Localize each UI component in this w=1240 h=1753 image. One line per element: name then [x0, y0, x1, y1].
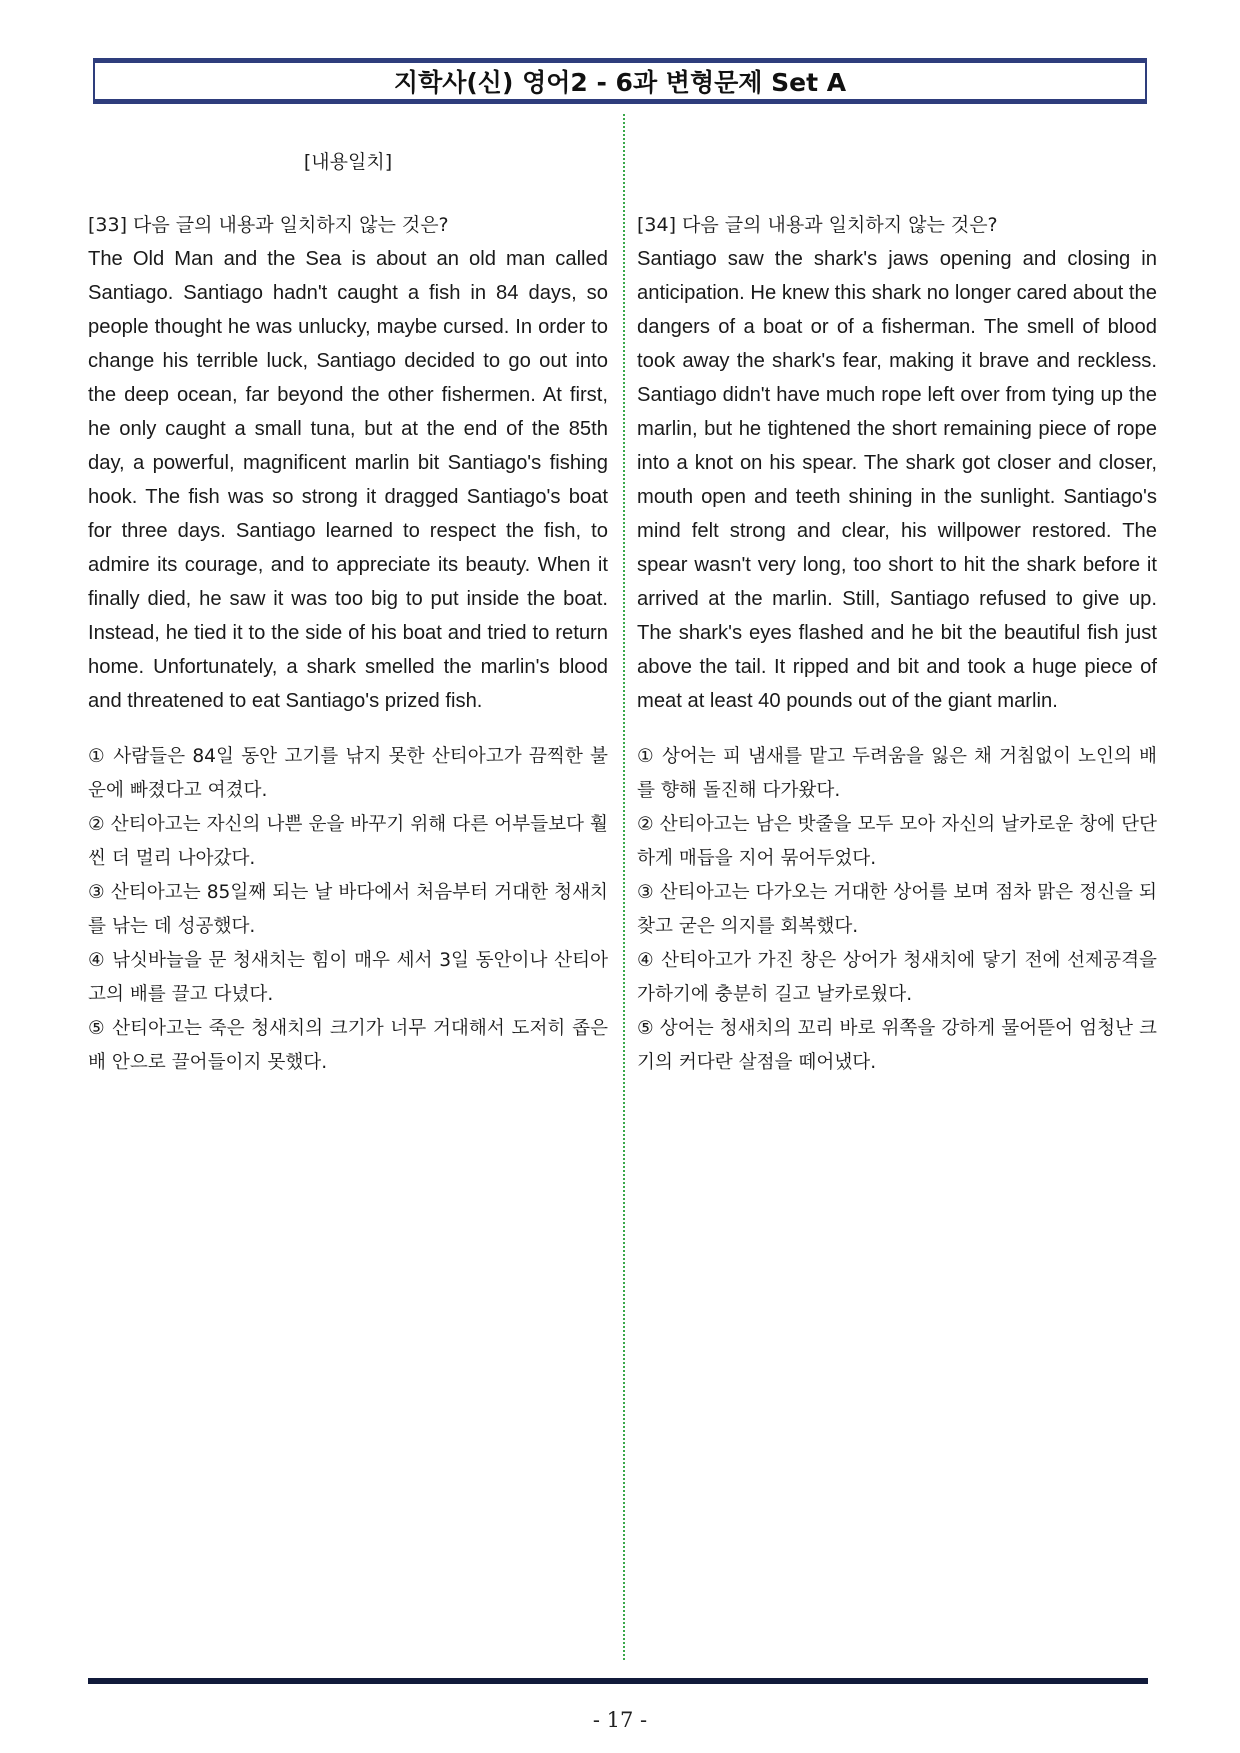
choice-33-5: ⑤ 산티아고는 죽은 청새치의 크기가 너무 거대해서 도저히 좁은 배 안으로 끌어들이지 못했다. — [88, 1018, 608, 1073]
page-number: - 17 - — [592, 1708, 648, 1732]
footer-rule — [88, 1678, 1148, 1684]
section-label: [내용일치] — [303, 151, 393, 173]
choice-34-2: ② 산티아고는 남은 밧줄을 모두 모아 자신의 날카로운 창에 단단하게 매듭을 지어 묶어두었다. — [637, 814, 1157, 869]
choice-33-2: ② 산티아고는 자신의 나쁜 운을 바꾸기 위해 다른 어부들보다 훨씬 더 멀리 나아갔다. — [88, 814, 608, 869]
choice-33-4: ④ 낚싯바늘을 문 청새치는 힘이 매우 세서 3일 동안이나 산티아고의 배를 끌고 다녔다. — [88, 950, 608, 1005]
choice-33-3: ③ 산티아고는 85일째 되는 날 바다에서 처음부터 거대한 청새치를 낚는 데 성공했다. — [88, 882, 608, 937]
choice-34-3: ③ 산티아고는 다가오는 거대한 상어를 보며 점차 맑은 정신을 되찾고 굳은 의지를 회복했다. — [637, 882, 1157, 937]
column-divider — [623, 114, 625, 1660]
question-33: [33] 다음 글의 내용과 일치하지 않는 것은? — [88, 214, 449, 236]
choice-34-5: ⑤ 상어는 청새치의 꼬리 바로 위쪽을 강하게 물어뜯어 엄청난 크기의 커다란 살점을 떼어냈다. — [637, 1018, 1157, 1073]
right-column — [637, 145, 1157, 1080]
left-column — [88, 145, 608, 1080]
page-title: 지학사(신) 영어2 - 6과 변형문제 Set A — [393, 68, 847, 97]
choice-33-1: ① 사람들은 84일 동안 고기를 낚지 못한 산티아고가 끔찍한 불운에 빠졌다고 여겼다. — [88, 746, 608, 801]
passage-33: The Old Man and the Sea is about an old man called Santiago. Santiago hadn't caught a fish in 84 days, so people thought he was unlucky, maybe cursed. In order to change his terrible luck, Santiago decided to go out into the deep ocean, far beyond the other fishermen. At first, he only caught a small tuna, but at the end of the 85th day, a powerful, magnificent marlin bit Santiago's fishing hook. The fish was so strong it dragged Santiago's boat for three days. Santiago learned to respect the fish, to admire its courage, and to appreciate its beauty. When it finally died, he saw it was too big to put inside the boat. Instead, he tied it to the side of his boat and tried to return home. Unfortunately, a shark smelled the marlin's blood and threatened to eat Santiago's prized fish. — [88, 248, 608, 712]
choices-34 — [637, 740, 1157, 1080]
choice-34-1: ① 상어는 피 냄새를 맡고 두려움을 잃은 채 거침없이 노인의 배를 향해 돌진해 다가왔다. — [637, 746, 1157, 801]
section-label-spacer — [637, 145, 1157, 179]
title-box — [93, 58, 1147, 104]
question-34: [34] 다음 글의 내용과 일치하지 않는 것은? — [637, 214, 998, 236]
choice-34-4: ④ 산티아고가 가진 창은 상어가 청새치에 닿기 전에 선제공격을 가하기에 충분히 길고 날카로웠다. — [637, 950, 1157, 1005]
passage-34: Santiago saw the shark's jaws opening and closing in anticipation. He knew this shark no longer cared about the dangers of a boat or of a fisherman. The smell of blood took away the shark's fear, making it brave and reckless. Santiago didn't have much rope left over from tying up the marlin, but he tightened the short remaining piece of rope into a knot on his spear. The shark got closer and closer, mouth open and teeth shining in the sunlight. Santiago's mind felt strong and clear, his willpower restored. The spear wasn't very long, too short to hit the shark before it arrived at the marlin. Still, Santiago refused to give up. The shark's eyes flashed and he bit the beautiful fish just above the tail. It ripped and bit and took a huge piece of meat at least 40 pounds out of the giant marlin. — [637, 248, 1157, 712]
choices-33 — [88, 740, 608, 1080]
